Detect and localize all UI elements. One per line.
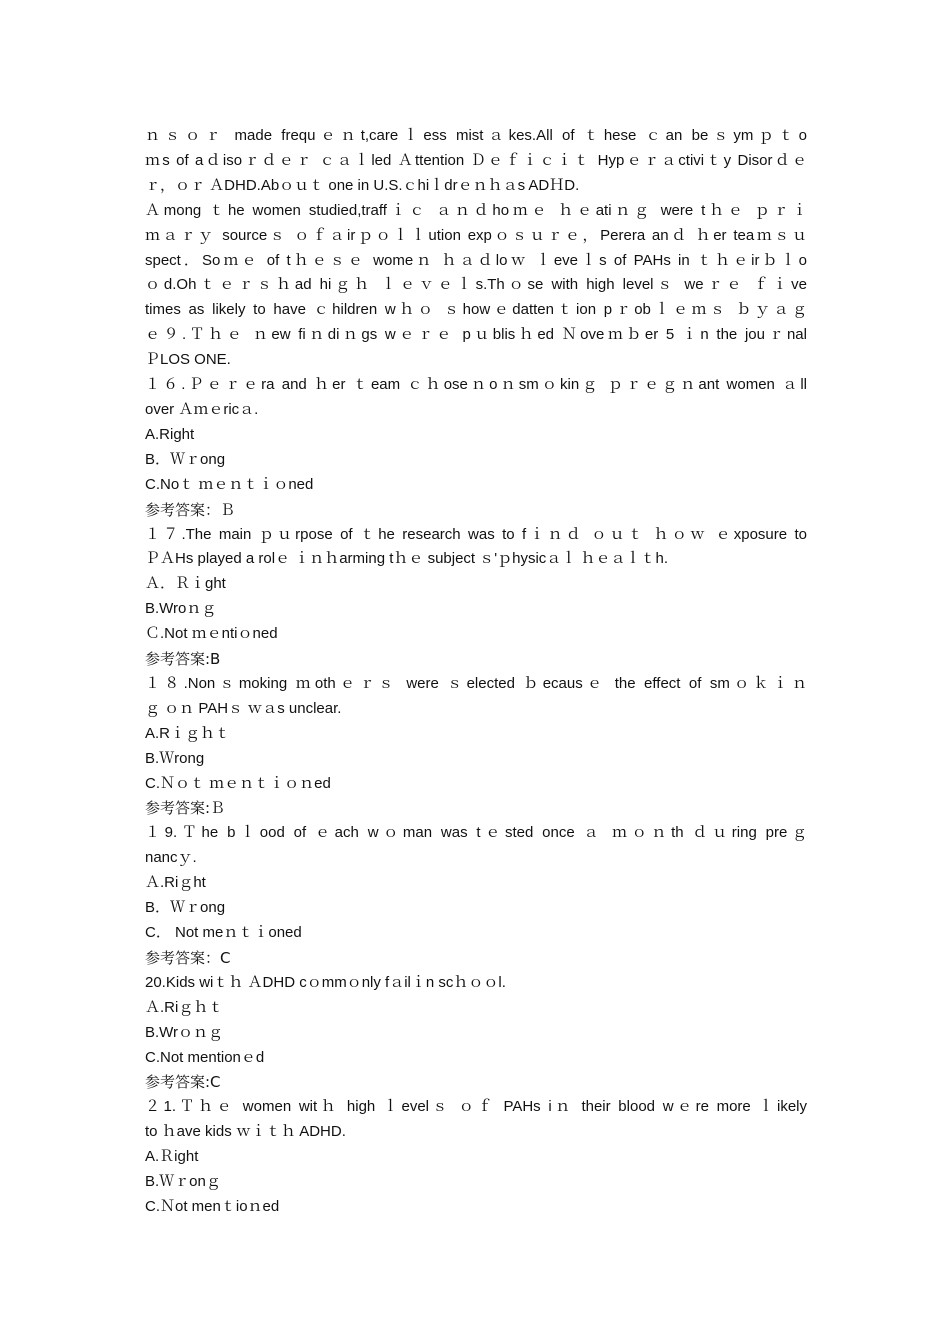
option-b: B．Ｗｒong <box>145 450 226 468</box>
answer-key: 参考答案:B <box>145 650 221 669</box>
option-a: Ａ．Ｒｉght <box>145 575 226 593</box>
question-19 <box>145 821 807 970</box>
option-a: A.Ｒight <box>145 1148 199 1166</box>
reading-passage <box>145 124 807 373</box>
answer-key: 参考答案：Ｂ <box>145 500 236 519</box>
option-c: C.Ｎｏｔ ｍｅｎｔｉｏｎed <box>145 774 331 792</box>
option-c: Ｃ.Not ｍｅntiｏned <box>145 625 278 643</box>
option-c: C.Not mentionｅd <box>145 1048 265 1066</box>
passage-line: ｅ９.Ｔｈｅ ｎew fiｎdiｎgs wｅｒｅ pｕblisｈed Ｎoveｍｂer 5 ｉn the jouｒnal <box>145 326 807 344</box>
option-c: C.Noｔ ｍｅｎｔｉｏned <box>145 475 314 493</box>
question-stem: １７.The main ｐｕrpose of ｔhe research was to fｉｎｄ ｏｕｔ ｈｏｗ ｅxposure to <box>145 525 807 543</box>
answer-key: 参考答案:C <box>145 1073 221 1092</box>
passage-line: ＰLOS ONE. <box>145 351 231 369</box>
option-c: C． Not meｎｔｉoned <box>145 924 302 941</box>
question-stem: over Ａｍｅricａ. <box>145 400 259 418</box>
question-17 <box>145 523 807 672</box>
option-a: Ａ.Riｇｈｔ <box>145 998 224 1016</box>
option-a: A.Right <box>145 425 195 443</box>
passage-line: times as likely to have ｃhildren wｈｏ ｓhowｅdattenｔion pｒobｌｅｍｓ ｂｙａｇ <box>145 301 807 319</box>
passage-line: ｍs of aｄisoｒｄｅｒ ｃａｌled Ａttention Ｄｅｆｉｃｉｔ Hypｅｒａctiviｔy Disorｄｅ <box>145 151 807 169</box>
question-stem: １８.Nonｓmoking ｍothｅｒｓ were ｓelected ｂecausｅ the effect of smｏｋｉｎ <box>145 674 807 692</box>
question-18 <box>145 672 807 821</box>
option-b: B.Wrｏｎｇ <box>145 1023 224 1041</box>
passage-line: spect．Soｍｅ of tｈｅｓｅ womeｎ ｈａｄloｗ ｌeveｌs of PAHs in ｔｈｅirｂｌo <box>145 251 807 269</box>
passage-line: ｏd.Ohｔｅｒｓｈad hiｇｈ ｌｅｖｅｌs.Thｏse with high levelｓ weｒｅ ｆｉve <box>145 276 807 294</box>
option-a: A.Rｉｇｈｔ <box>145 724 231 742</box>
option-b: B.Wroｎｇ <box>145 600 217 618</box>
passage-line: Ａmong ｔhe women studied,traffｉｃ ａｎｄhoｍｅ ｈｅatiｎｇ were tｈｅ ｐｒｉ <box>145 201 807 219</box>
question-stem: １６.Ｐｅｒｅra and ｈer ｔeam ｃｈoseｎoｎsmｏkinｇ ｐｒｅｇｎant women ａll <box>145 376 807 394</box>
passage-line: ｎｓｏｒ made frequｅｎt,careｌess mistａkes.All of ｔhese ｃan beｓymｐｔo <box>145 127 807 144</box>
option-b: B.Ｗｒonｇ <box>145 1173 221 1191</box>
option-b: B.Ｗrong <box>145 749 205 767</box>
question-stem: ２1.Ｔｈｅ women witｈ high ｌevelｓ ｏｆ PAHs iｎ their blood wｅre more ｌikely <box>145 1098 807 1116</box>
question-stem: １9.Ｔhe bｌood of ｅach wｏman was tｅsted once ａ ｍｏｎth ｄｕring preｇ <box>145 824 807 842</box>
question-20 <box>145 971 807 1096</box>
answer-key: 参考答案:Ｂ <box>145 799 226 818</box>
question-stem: nancｙ. <box>145 849 197 867</box>
passage-line: ｍａｒｙ sourceｓ ｏｆａirｐｏｌｌution expｏｓｕｒｅ，Perera anｄ ｈer teaｍｓｕ <box>145 226 807 244</box>
question-21 <box>145 1095 807 1220</box>
question-stem: 20.Kids wiｔｈ ＡDHD cｏmmｏnly fａilｉn scｈｏｏl. <box>145 973 506 991</box>
option-a: Ａ.Riｇht <box>145 874 206 892</box>
question-stem: ｇ ｏｎ PAHｓ ｗａs unclear. <box>145 699 342 717</box>
question-stem: to ｈave kids ｗｉｔｈ ADHD. <box>145 1123 346 1141</box>
question-stem: ＰＡHs played a rolｅ ｉｎｈarming tｈｅ subject ｓ'ｐhysicａｌ ｈｅａｌｔh. <box>145 550 668 568</box>
question-16 <box>145 373 807 522</box>
answer-key: 参考答案：C <box>145 948 231 967</box>
passage-line: ｒ，ｏｒ ＡDHD.Abｏｕｔ one in U.S.ｃhiｌdrｅｎｈａs ADＨD. <box>145 176 580 194</box>
document-page <box>145 124 807 1220</box>
option-b: B．Ｗｒong <box>145 899 226 917</box>
option-c: C.Ｎot menｔioｎed <box>145 1197 280 1215</box>
